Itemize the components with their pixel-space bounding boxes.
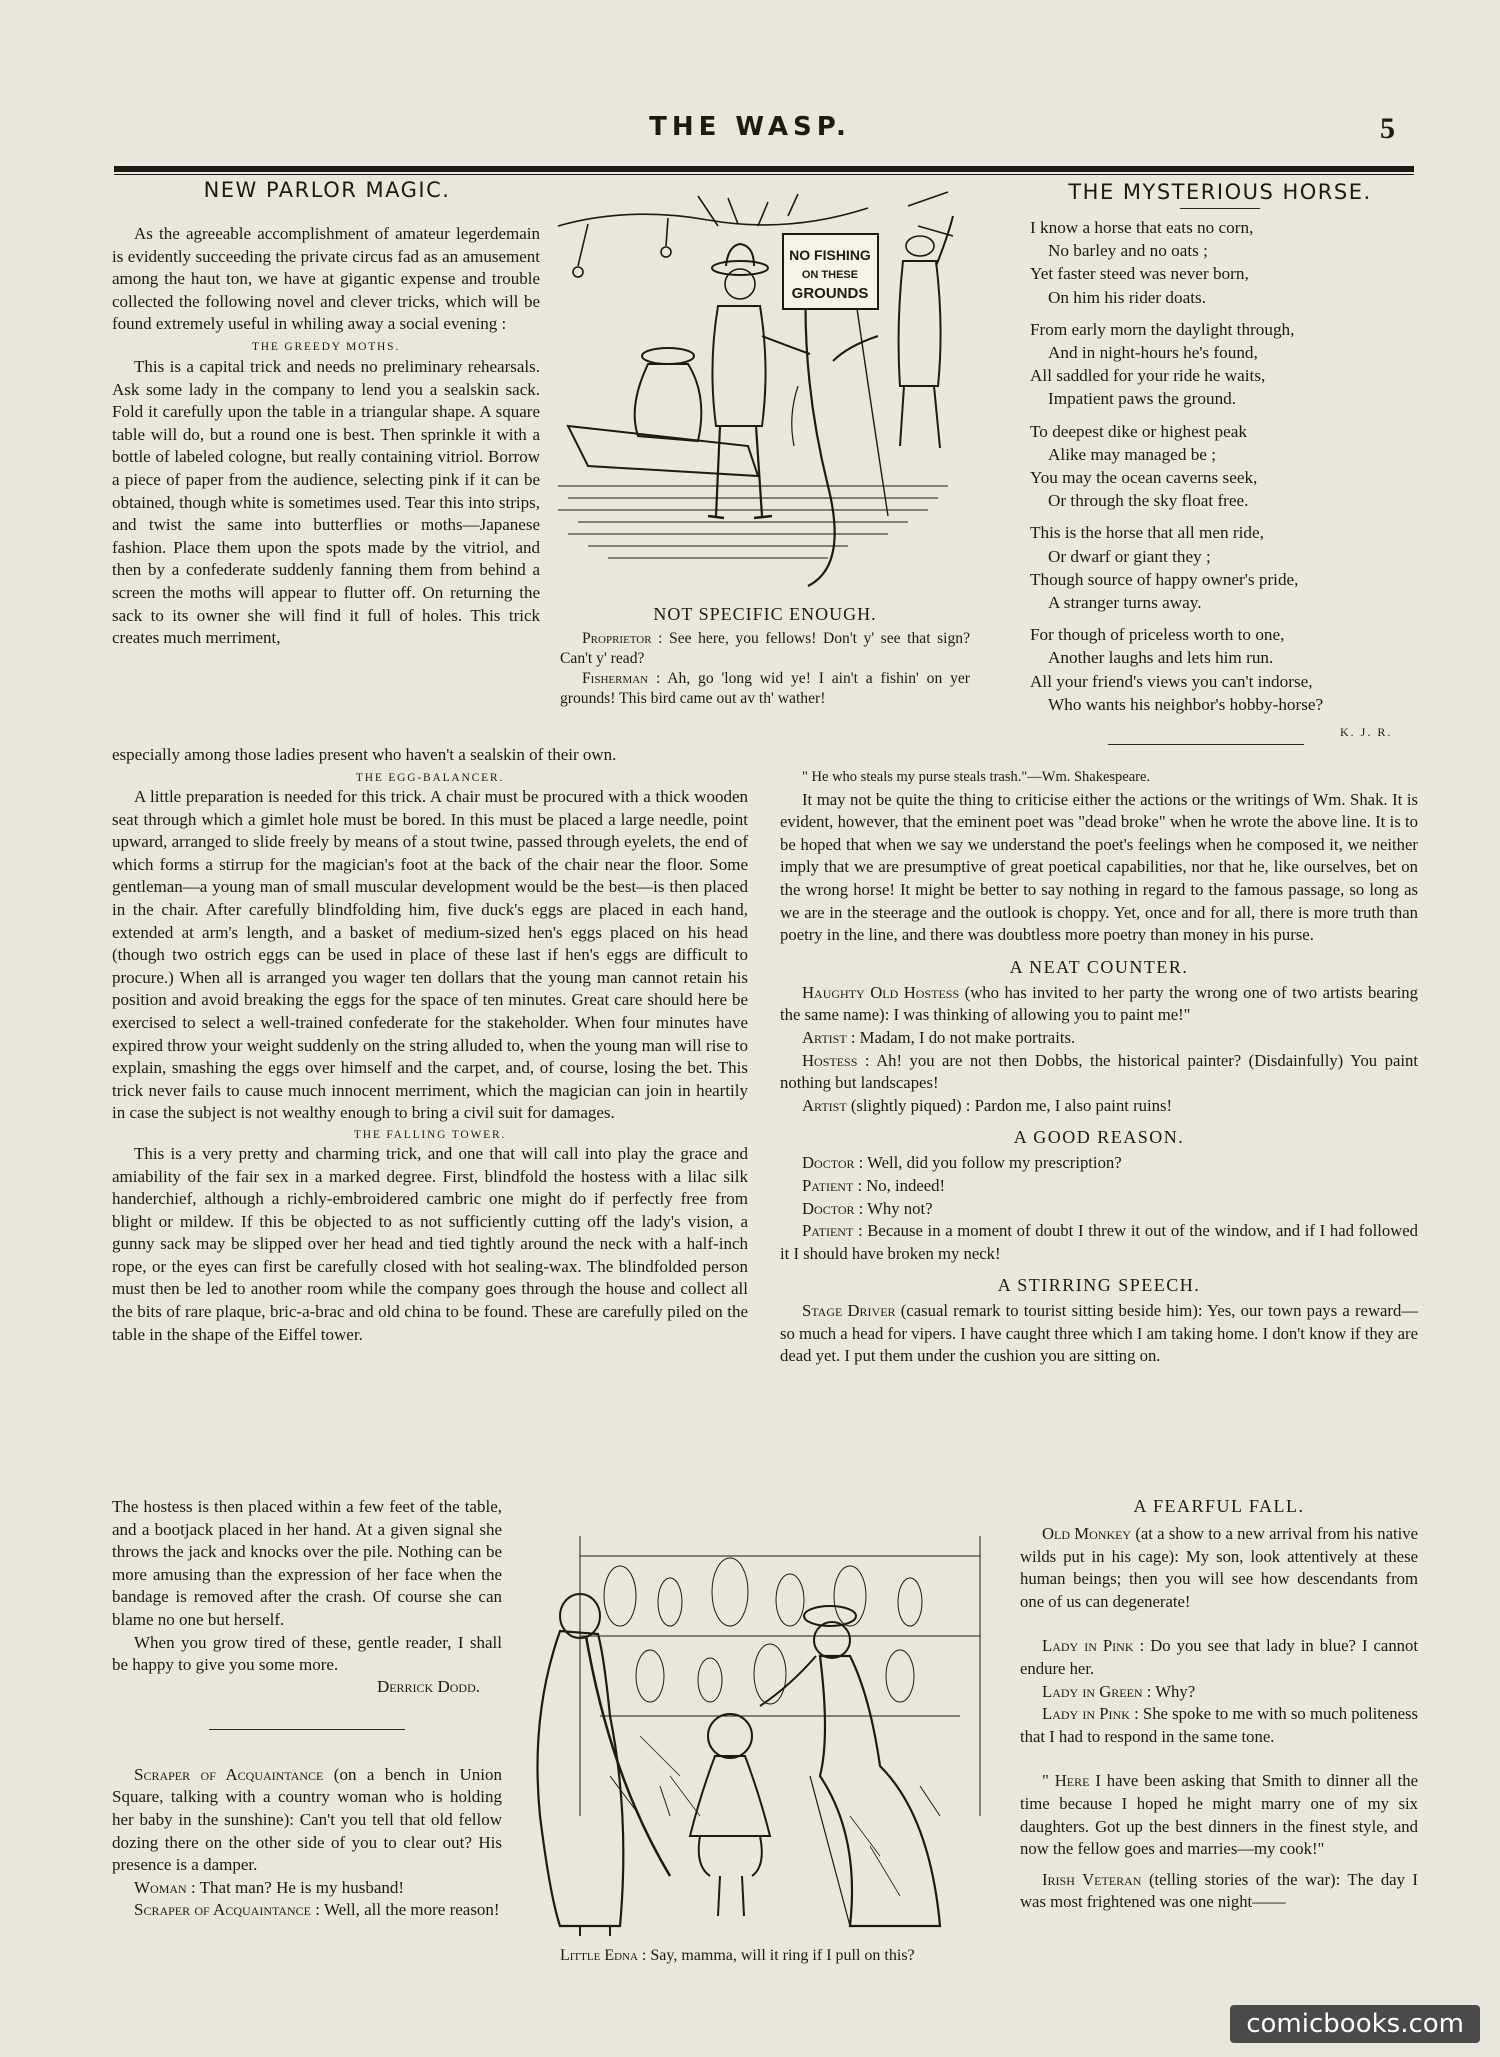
lady-green-text: Why? <box>1155 1681 1196 1701</box>
poem-line: For though of priceless worth to one, <box>1030 625 1285 645</box>
neat-counter-artist-line <box>780 1027 1418 1050</box>
poem-line: Who wants his neighbor's hobby-horse? <box>1048 694 1324 714</box>
fishing-illustration <box>548 186 958 596</box>
greedy-moths-heading: THE GREEDY MOTHS. <box>251 340 401 353</box>
egg-balancer-section <box>112 772 748 1346</box>
proprietor-text: See here, you fellows! Don't y' see that sign? Can't y' read? <box>560 630 970 667</box>
haughty-hostess-speaker: Haughty Old Hostess <box>802 982 960 1002</box>
smith-paragraph <box>1020 1770 1418 1860</box>
no-fishing-sign-line1: NO FISHING <box>789 247 871 263</box>
lady-pink-speaker: Lady in Pink : <box>1042 1636 1145 1656</box>
good-reason-speaker: Doctor : <box>802 1153 864 1173</box>
edna-cartoon-drawing <box>520 1516 1006 1944</box>
poem-line: Though source of happy owner's pride, <box>1030 569 1299 589</box>
poem-line: I know a horse that eats no corn, <box>1030 218 1254 237</box>
poem-line: On him his rider doats. <box>1048 287 1207 307</box>
not-specific-section <box>560 604 970 709</box>
good-reason-line <box>780 1220 1418 1265</box>
neat-counter-artist2-line <box>780 1095 1418 1118</box>
hostess-speaker: Hostess : <box>802 1050 870 1070</box>
fisherman-line <box>560 669 970 709</box>
lady-pink-text-2: She spoke to me with so much politeness that I had to respond in the same tone. <box>1020 1704 1418 1746</box>
edna-speaker: Little Edna : <box>560 1947 647 1964</box>
scraper-speaker-2: Scraper of Acquaintance : <box>134 1900 320 1920</box>
irish-veteran-text: (telling stories of the war): The day I was most frightened was one night—— <box>1020 1869 1418 1912</box>
good-reason-dialogue <box>780 1152 1418 1265</box>
stage-driver-text: (casual remark to tourist sitting beside him): Yes, our town pays a reward—so much a head for vipers. I have caught three which I am taking home. I don't know if they are dead yet. I put them under the cushion you are sitting on. <box>780 1301 1418 1366</box>
page-number: 5 <box>1380 112 1395 145</box>
stirring-speech-title: A STIRRING SPEECH. <box>997 1275 1201 1296</box>
egg-balancer-text: A little preparation is needed for this trick. A chair must be procured with a thick wooden seat through which a gimlet hole must be bored. In this must be placed a large needle, point upward, arranged to slide freely by means of a stout twine, passed through eyelets, the end of which forms a stirrup for the magician's foot at the back of the chair near the floor. Some gentleman—a young man of small muscular development would be the best—is then placed in the chair. After carefully blindfolding him, five duck's eggs are placed in each hand, extended at arm's length, and a basket of medium-sized hen's eggs placed on his head (though two ostrich eggs can be used in place of these last if hen's eggs are difficult to procure.) When all is arranged you wager ten dollars that the young man cannot retain his position and avoid breaking the eggs for the space of ten minutes. Great care should here be exercised to select a well-trained confederate for the stakeholder. When four minutes have expired throw your weight suddenly on the string alluded to, when the young man will rise to explain, smashing the eggs over himself and the carpet, and, of course, losing the bet. This trick never fails to cause much innocent merriment, which the magician can join in heartily in case the subject is not wealthy enough to bring a civil suit for damages. <box>112 787 748 1123</box>
lady-pink-speaker-2: Lady in Pink : <box>1042 1704 1139 1724</box>
smith-text: I have been asking that Smith to dinner all the time because I hoped he might marry one of my six daughters. Got up the best dinners in the finest style, and now the fellow goes and marries—my cook!" <box>1020 1771 1418 1859</box>
poem-stanza <box>1030 216 1410 309</box>
good-reason-text: Well, did you follow my prescription? <box>863 1153 1122 1173</box>
proprietor-line <box>560 629 970 669</box>
poem-line: Or through the sky float free. <box>1048 491 1249 511</box>
lady-pink-line <box>1020 1635 1418 1680</box>
scraper-text-2: Well, all the more reason! <box>323 1900 500 1920</box>
hostess-text: Ah! you are not then Dobbs, the historical painter? (Disdainfully) You paint nothing but landscapes! <box>780 1050 1418 1093</box>
masthead-title: THE WASP. <box>649 112 851 142</box>
lady-green-line <box>1020 1681 1418 1704</box>
neat-counter-title: A NEAT COUNTER. <box>1009 956 1189 977</box>
neat-counter-hostess-line <box>780 982 1418 1027</box>
fearful-fall-title: A FEARFUL FALL. <box>1133 1496 1305 1516</box>
scraper-speaker: Scraper of Acquaintance <box>134 1764 324 1784</box>
poem-line: Yet faster steed was never born, <box>1030 264 1249 284</box>
poem-line: No barley and no oats ; <box>1048 241 1208 261</box>
right-column <box>780 766 1418 1368</box>
poem-line: Or dwarf or giant they ; <box>1048 546 1211 566</box>
not-specific-title: NOT SPECIFIC ENOUGH. <box>653 604 877 624</box>
falling-tower-text: This is a very pretty and charming trick, and one that will call into play the grace and amiability of the fair sex in a marked degree. First, blindfold the hostess with a lilac silk handerchief, although a richly-embroidered cambric one might do if perfectly free from blight or mildew. If this be objected to as not sufficiently cutting off the lady's vision, a gunny sack may be slipped over her head and tied tightly around the neck with a half-inch rope, or the eyes can first be carefully closed with hot sealing-wax. The blindfolded person must then be led to another room while the company goes through the house and collect all the bits of rare plaque, bric-a-brac and old china to be found. These are carefully piled on the table in the shape of the Eiffel tower. <box>112 1143 748 1344</box>
poem-line: This is the horse that all men ride, <box>1030 523 1264 543</box>
horse-end-rule <box>1108 744 1304 745</box>
good-reason-speaker: Doctor : <box>802 1198 864 1218</box>
no-fishing-sign-line2: ON THESE <box>801 269 859 281</box>
section-divider <box>209 1729 405 1730</box>
watermark-badge: comicbooks.com <box>1230 2005 1480 2043</box>
good-reason-text: No, indeed! <box>862 1175 946 1195</box>
stage-driver-speaker: Stage Driver <box>802 1301 896 1321</box>
artist-speaker: Artist : <box>802 1027 856 1047</box>
no-fishing-sign-line3: GROUNDS <box>791 285 869 302</box>
fishing-cartoon-drawing <box>548 186 958 596</box>
poem-line: All saddled for your ride he waits, <box>1030 366 1266 386</box>
fisherman-speaker: Fisherman : <box>582 670 661 687</box>
woman-speaker: Woman : <box>134 1877 196 1897</box>
old-monkey-text: (at a show to a new arrival from his native wilds put in his cage): My son, look attentively at these human beings; then you will see how descendants from one of us can degenerate! <box>1020 1524 1418 1611</box>
falling-tower-heading: THE FALLING TOWER. <box>353 1128 507 1141</box>
poem-line: Another laughs and lets him run. <box>1048 648 1274 668</box>
good-reason-text: Because in a moment of doubt I threw it out of the window, and if I had followed it I should have broken my neck! <box>780 1221 1419 1263</box>
header-rule-thin <box>114 174 1414 175</box>
haughty-hostess-text: (who has invited to her party the wrong one of two artists bearing the same name): I was thinking of allowing you to paint me!" <box>780 982 1418 1025</box>
fisherman-text: Ah, go 'long wid ye! I ain't a fishin' on yer grounds! This bird came out av th' wather! <box>560 670 970 707</box>
irish-veteran-speaker: Irish Veteran <box>1042 1869 1142 1889</box>
good-reason-speaker: Patient : <box>802 1221 863 1241</box>
neat-counter-hostess2-line <box>780 1050 1418 1095</box>
old-monkey-line <box>1020 1523 1418 1613</box>
poem-stanza <box>1030 420 1410 513</box>
lady-pink-line-2 <box>1020 1703 1418 1748</box>
greedy-moths-end: especially among those ladies present who haven't a sealskin of their own. <box>112 745 617 764</box>
old-monkey-speaker: Old Monkey <box>1042 1524 1132 1543</box>
poem-line: Alike may managed be ; <box>1048 444 1216 464</box>
poem-line: A stranger turns away. <box>1048 593 1202 613</box>
artist-speaker-2: Artist <box>802 1095 847 1115</box>
poem-line: You may the ocean caverns seek, <box>1030 468 1258 488</box>
proprietor-speaker: Proprietor : <box>582 630 663 647</box>
poem-line: From early morn the daylight through, <box>1030 319 1295 339</box>
edna-caption <box>538 1946 1008 1966</box>
smith-lead: " Here <box>1042 1771 1090 1791</box>
scraper-line1 <box>112 1764 502 1877</box>
good-reason-text: Why not? <box>863 1198 933 1218</box>
poem-stanza <box>1030 521 1410 614</box>
poem-stanza <box>1030 623 1410 716</box>
scraper-text: (on a bench in Union Square, talking with a country woman who is holding her baby in the sunshine): Can't you tell that old fellow dozing there on the other side of you to clear out? His presence is a damper. <box>112 1764 502 1875</box>
scraper-line2 <box>112 1899 502 1922</box>
poem-stanza <box>1030 318 1410 411</box>
woman-line <box>112 1877 502 1900</box>
artist-text-2: (slightly piqued) : Pardon me, I also paint ruins! <box>850 1095 1173 1115</box>
shakespeare-quote: " He who steals my purse steals trash."—Wm. Shakespeare. <box>802 769 1151 785</box>
derrick-dodd-signature: Derrick Dodd. <box>376 1676 480 1696</box>
edna-text: Say, mamma, will it ring if I pull on this? <box>650 1947 915 1964</box>
good-reason-line <box>780 1175 1418 1198</box>
good-reason-line <box>780 1152 1418 1175</box>
stirring-speech-line <box>780 1300 1418 1368</box>
poem-line: And in night-hours he's found, <box>1048 343 1258 363</box>
horse-title-rule <box>1180 208 1260 209</box>
good-reason-line <box>780 1198 1418 1221</box>
lady-green-speaker: Lady in Green : <box>1042 1681 1152 1701</box>
greedy-moths-text: This is a capital trick and needs no preliminary rehearsals. Ask some lady in the company to lend you a sealskin sack. Fold it carefully upon the table in a triangular shape. A square table will do, but a round one is best. Then sprinkle it with a bottle of labeled cologne, but really containing vitriol. Borrow a piece of paper from the audience, selecting pink if it can be obtained, though white is sometimes used. Tear this into strips, and twist the same into butterflies or moths—Japanese fashion. Place them upon the spots made by the vitriol, and then by a confederate suddenly fanning them from behind a screen the moths will appear to flutter off. On returning the sack to its owner she will find it full of holes. This trick creates much merriment, <box>112 356 540 648</box>
falling-tower-continued <box>112 1496 502 1922</box>
falling-tower-end: The hostess is then placed within a few feet of the table, and a bootjack placed in her hand. At a given signal she throws the jack and knocks over the pile. Nothing can be more amusing than the expression of her face when the bandage is removed after the crash. Of course she can blame no one but herself. <box>112 1497 502 1629</box>
right-bottom-column <box>1020 1496 1418 1914</box>
shakespeare-text: It may not be quite the thing to criticise either the actions or the writings of Wm. Shak. It is evident, however, that the eminent poet was "dead broke" when he wrote the above line. It is to be hoped that when we say we understand the poet's feelings when he composed it, we neither imply that we are presumptive of great poetical capabilities, nor that he, like ourselves, bet on the wrong horse! It might be better to say nothing in regard to the famous passage, so long as we are in the steerage and the outlook is choppy. Yet, once and for all, there is more truth than poetry in the line, and there was doubtless more poetry than money in his purse. <box>780 789 1418 945</box>
poem-line: Impatient paws the ground. <box>1048 389 1237 409</box>
good-reason-speaker: Patient : <box>802 1175 863 1195</box>
parlor-magic-title: NEW PARLOR MAGIC. <box>203 178 451 202</box>
artist-text: Madam, I do not make portraits. <box>859 1027 1076 1047</box>
edna-illustration <box>520 1516 1006 1944</box>
good-reason-title: A GOOD REASON. <box>1013 1127 1185 1148</box>
mysterious-horse-poem <box>1030 216 1410 725</box>
poem-line: All your friend's views you can't indorse, <box>1030 671 1313 691</box>
egg-balancer-heading: THE EGG-BALANCER. <box>355 772 505 784</box>
lady-pink-text: Do you see that lady in blue? I cannot endure her. <box>1020 1636 1419 1678</box>
woman-text: That man? He is my husband! <box>199 1877 405 1897</box>
poem-line: To deepest dike or highest peak <box>1030 421 1247 441</box>
veteran-line <box>1020 1869 1418 1914</box>
mysterious-horse-title: THE MYSTERIOUS HORSE. <box>1068 180 1372 204</box>
parlor-magic-intro: As the agreeable accomplishment of amateur legerdemain is evidently succeeding the private circus fad as an amusement among the haut ton, we have at gigantic expense and trouble collected the following novel and clever tricks, which will be found extremely useful in whiling away a social evening : <box>112 224 540 334</box>
header-rule <box>114 166 1414 172</box>
horse-signature: K. J. R. <box>1340 725 1393 739</box>
parlor-magic-column <box>112 223 540 650</box>
closing-note: When you grow tired of these, gentle reader, I shall be happy to give you some more. <box>112 1632 502 1675</box>
